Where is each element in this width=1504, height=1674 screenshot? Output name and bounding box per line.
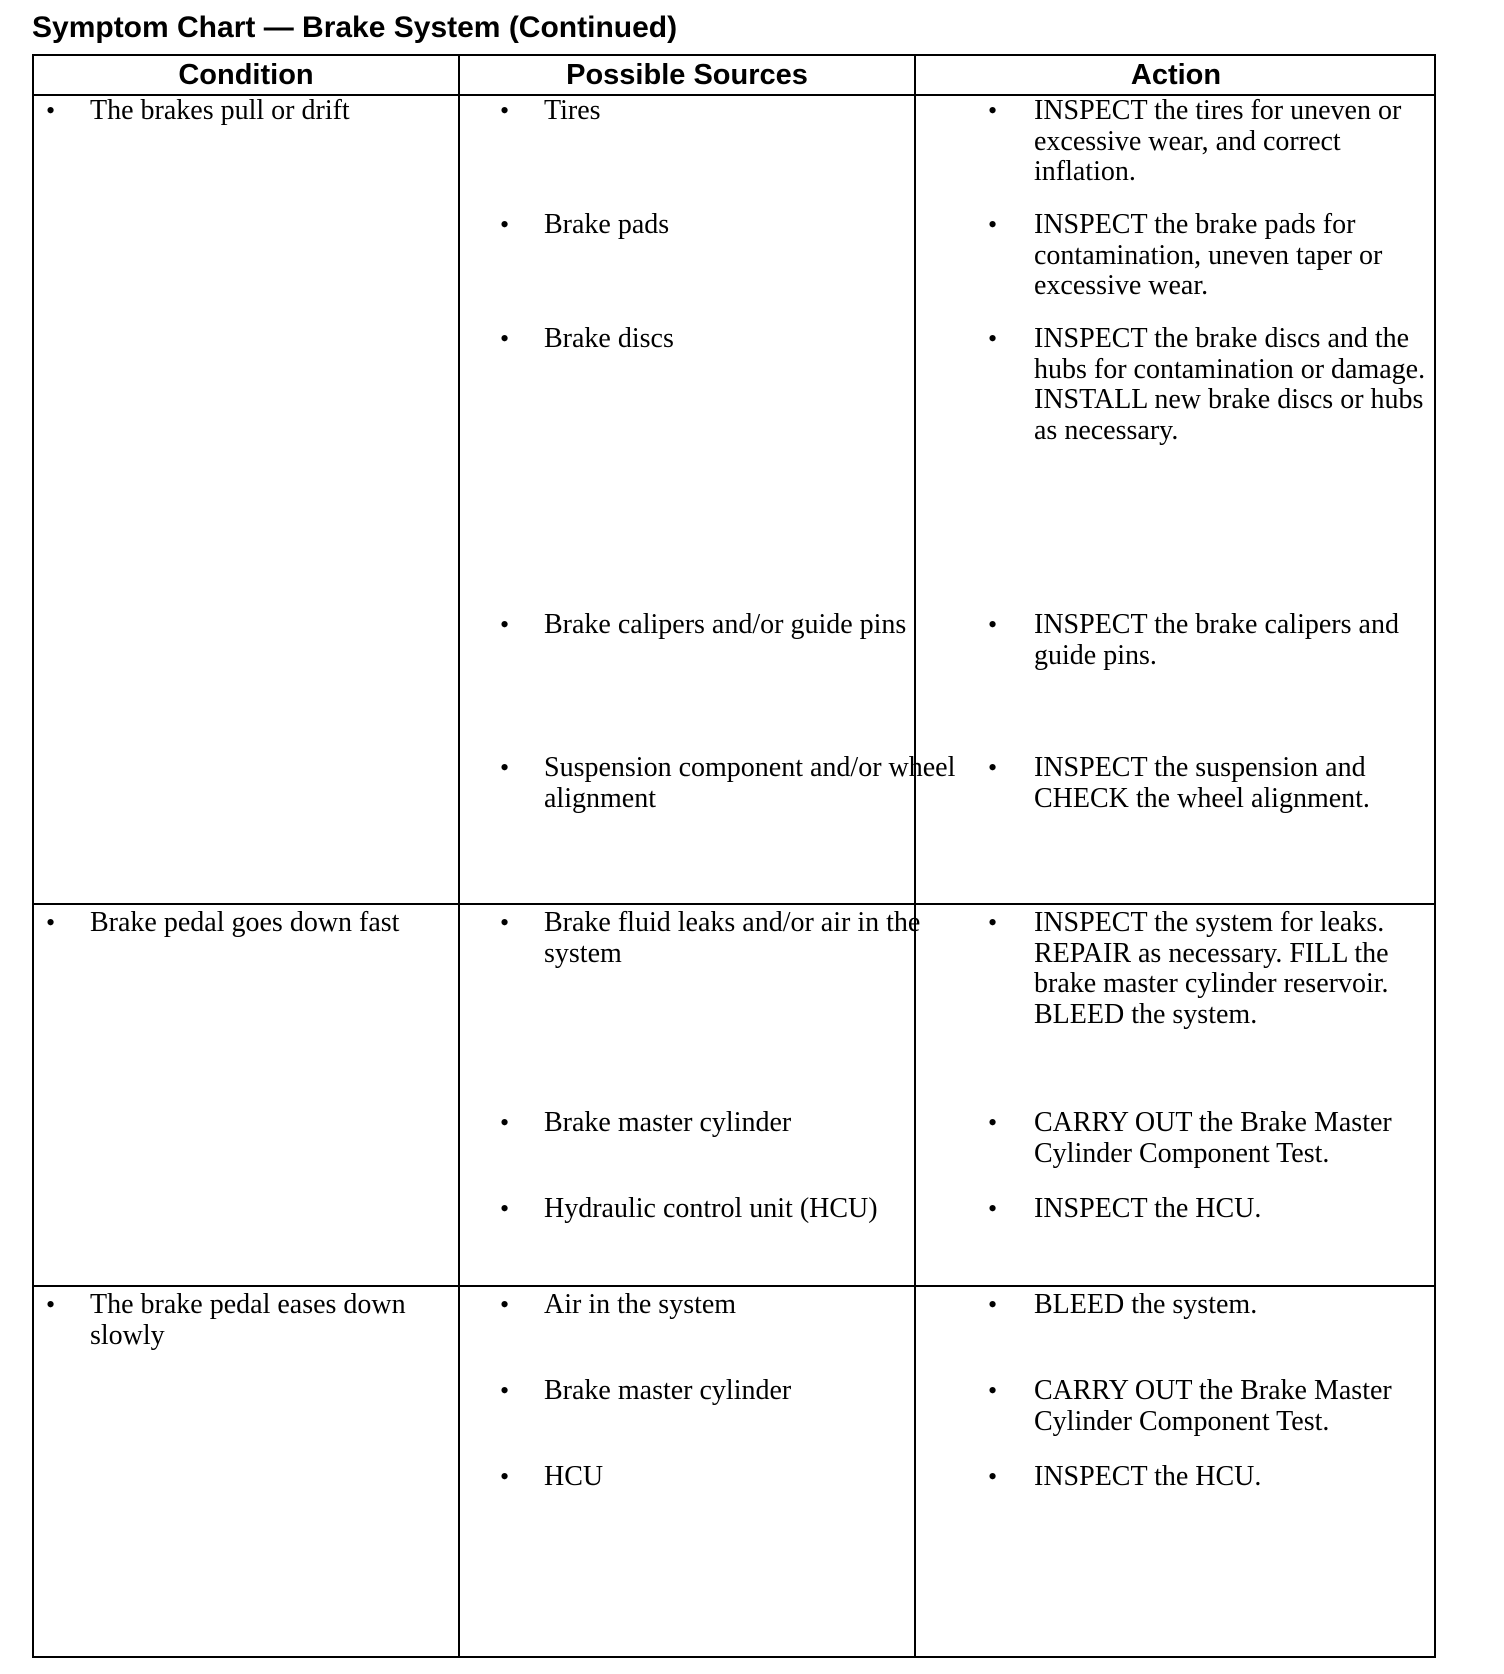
bullet: • bbox=[500, 96, 510, 125]
bullet: • bbox=[988, 908, 998, 937]
column-divider bbox=[914, 56, 916, 1656]
bullet: • bbox=[500, 324, 510, 353]
source-text: Brake fluid leaks and/or air in the system bbox=[544, 907, 921, 969]
bullet: • bbox=[988, 1376, 998, 1405]
condition-text: The brake pedal eases down slowly bbox=[90, 1289, 406, 1351]
bullet: • bbox=[988, 610, 998, 639]
source-text: Suspension component and/or wheel alignment bbox=[544, 752, 956, 814]
action-text: INSPECT the brake pads for contamination, uneven taper or excessive wear. bbox=[1034, 209, 1383, 301]
bullet: • bbox=[500, 753, 510, 782]
bullet: • bbox=[988, 210, 998, 239]
source-text: Brake pads bbox=[544, 209, 670, 240]
row-divider bbox=[34, 1285, 1434, 1287]
column-divider bbox=[458, 56, 460, 1656]
source-text: Brake discs bbox=[544, 323, 674, 354]
header-possible-sources: Possible Sources bbox=[566, 59, 808, 91]
bullet: • bbox=[500, 1194, 510, 1223]
source-text: Hydraulic control unit (HCU) bbox=[544, 1193, 878, 1224]
source-text: Air in the system bbox=[544, 1289, 737, 1320]
action-text: INSPECT the brake discs and the hubs for contamination or damage. INSTALL new brake discs or hubs as necessary. bbox=[1034, 323, 1426, 446]
page-title: Symptom Chart — Brake System (Continued) bbox=[32, 11, 678, 44]
bullet: • bbox=[500, 1108, 510, 1137]
source-text: Brake calipers and/or guide pins bbox=[544, 609, 907, 640]
bullet: • bbox=[500, 908, 510, 937]
bullet: • bbox=[988, 1290, 998, 1319]
bullet: • bbox=[988, 1194, 998, 1223]
bullet: • bbox=[500, 610, 510, 639]
action-text: INSPECT the tires for uneven or excessive wear, and correct inflation. bbox=[1034, 95, 1402, 187]
action-text: INSPECT the suspension and CHECK the wheel alignment. bbox=[1034, 752, 1370, 814]
symptom-chart-table bbox=[32, 54, 1436, 1658]
bullet: • bbox=[46, 908, 56, 937]
action-text: CARRY OUT the Brake Master Cylinder Component Test. bbox=[1034, 1107, 1392, 1169]
source-text: Brake master cylinder bbox=[544, 1375, 792, 1406]
condition-text: Brake pedal goes down fast bbox=[90, 907, 400, 938]
row-divider bbox=[34, 903, 1434, 905]
bullet: • bbox=[500, 210, 510, 239]
bullet: • bbox=[988, 1108, 998, 1137]
action-text: INSPECT the HCU. bbox=[1034, 1461, 1262, 1492]
bullet: • bbox=[988, 96, 998, 125]
source-text: HCU bbox=[544, 1461, 604, 1492]
bullet: • bbox=[988, 753, 998, 782]
action-text: INSPECT the HCU. bbox=[1034, 1193, 1262, 1224]
source-text: Brake master cylinder bbox=[544, 1107, 792, 1138]
source-text: Tires bbox=[544, 95, 601, 126]
bullet: • bbox=[500, 1462, 510, 1491]
action-text: BLEED the system. bbox=[1034, 1289, 1258, 1320]
bullet: • bbox=[988, 324, 998, 353]
bullet: • bbox=[46, 1290, 56, 1319]
action-text: CARRY OUT the Brake Master Cylinder Component Test. bbox=[1034, 1375, 1392, 1437]
bullet: • bbox=[988, 1462, 998, 1491]
bullet: • bbox=[46, 96, 56, 125]
header-condition: Condition bbox=[178, 59, 314, 91]
header-action: Action bbox=[1130, 59, 1222, 91]
action-text: INSPECT the brake calipers and guide pins. bbox=[1034, 609, 1399, 671]
bullet: • bbox=[500, 1376, 510, 1405]
action-text: INSPECT the system for leaks. REPAIR as necessary. FILL the brake master cylinder reservoir. BLEED the system. bbox=[1034, 907, 1389, 1030]
condition-text: The brakes pull or drift bbox=[90, 95, 350, 126]
bullet: • bbox=[500, 1290, 510, 1319]
